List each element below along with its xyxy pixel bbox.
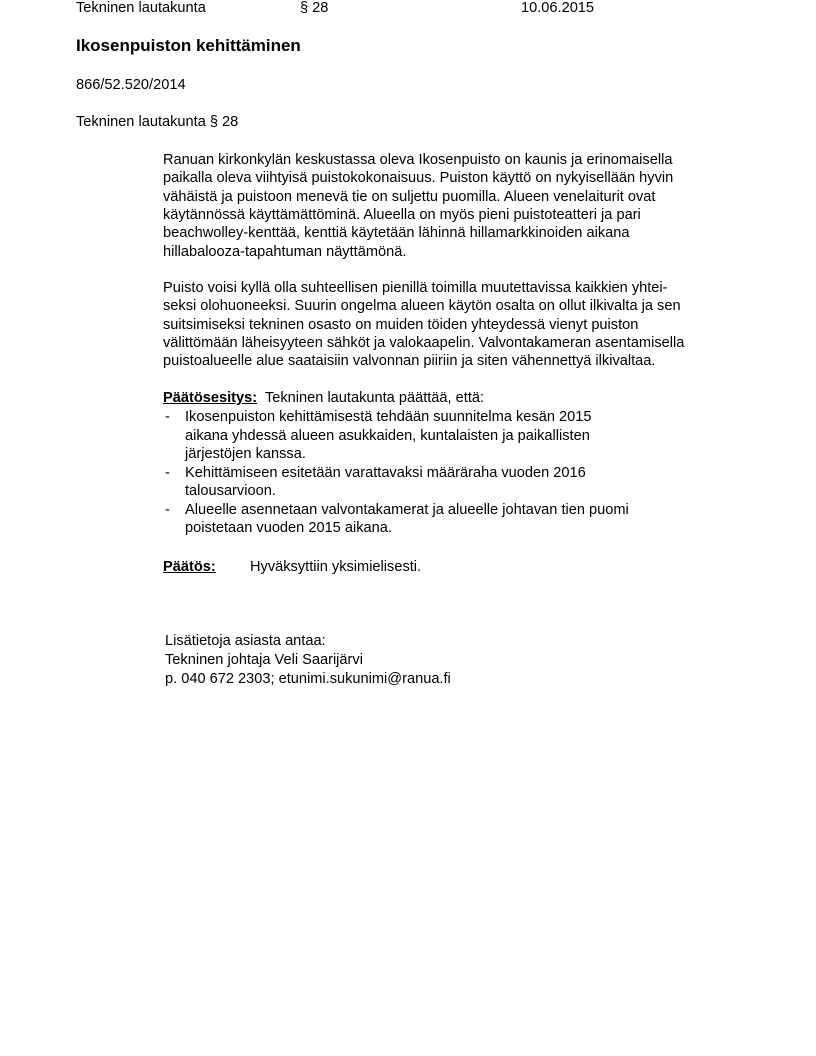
bullet-dash: -: [165, 409, 170, 425]
page-title: Ikosenpuiston kehittäminen: [76, 36, 301, 55]
proposal-item-line: Kehittämiseen esitetään varattavaksi määräraha vuoden 2016: [185, 464, 586, 481]
paragraph-line: välittömään läheisyyteen sähköt ja valokaapelin. Valvontakameran asentamisella: [163, 334, 685, 351]
contact-person: Tekninen johtaja Veli Saarijärvi: [165, 652, 363, 668]
header-committee: Tekninen lautakunta: [76, 0, 206, 16]
meeting-reference: Tekninen lautakunta § 28: [76, 114, 239, 130]
bullet-dash: -: [165, 464, 170, 481]
record-number: 866/52.520/2014: [76, 77, 186, 93]
contact-phone-email: p. 040 672 2303; etunimi.sukunimi@ranua.fi: [165, 671, 451, 687]
bullet-dash: -: [165, 501, 170, 518]
paragraph-line: Puisto voisi kyllä olla suhteellisen pienillä toimilla muutettavissa kaikkien yhtei-: [163, 280, 668, 296]
paragraph-line: vähäistä ja puistoon menevä tie on suljettu puomilla. Alueen venelaiturit ovat: [163, 188, 656, 205]
paragraph-line: puistoalueelle alue saataisiin valvonnan piiriin ja siten vähennettyä ilkivaltaa.: [163, 353, 656, 370]
proposal-item-line: järjestöjen kanssa.: [185, 446, 306, 462]
proposal-item-line: Alueelle asennetaan valvontakamerat ja alueelle johtavan tien puomi: [185, 501, 629, 518]
proposal-item-line: Ikosenpuiston kehittämisestä tehdään suunnitelma kesän 2015: [185, 409, 592, 425]
proposal-item-line: aikana yhdessä alueen asukkaiden, kuntalaisten ja paikallisten: [185, 427, 590, 444]
paragraph-line: Ranuan kirkonkylän keskustassa oleva Ikosenpuisto on kaunis ja erinomaisella: [163, 152, 673, 168]
decision-line: [163, 558, 422, 576]
paragraph-line: käytännössä käyttämättöminä. Alueella on myös pieni puistoteatteri ja pari: [163, 206, 641, 223]
proposal-intro: Tekninen lautakunta päättää, että:: [264, 390, 485, 406]
proposal-label: Päätösesitys:: [163, 390, 258, 406]
paragraph-line: hillabalooza-tapahtuman näyttämönä.: [163, 243, 407, 260]
proposal-item-line: poistetaan vuoden 2015 aikana.: [185, 520, 392, 536]
paragraph-line: paikalla oleva viihtyisä puistokokonaisuus. Puiston käyttö on nykyisellään hyvin: [163, 170, 674, 187]
proposal-line: [163, 389, 484, 407]
paragraph-line: seksi olohuoneeksi. Suurin ongelma alueen käytön osalta on ollut ilkivalta ja sen: [163, 298, 681, 315]
header-section: § 28: [300, 0, 329, 16]
decision-label: Päätös:: [163, 559, 216, 575]
proposal-item-line: talousarvioon.: [185, 483, 276, 499]
paragraph-line: beachwolley-kenttää, kenttiä käytetään lähinnä hillamarkkinoiden aikana: [163, 225, 630, 242]
decision-text: Hyväksyttiin yksimielisesti.: [250, 559, 422, 575]
contact-intro: Lisätietoja asiasta antaa:: [165, 633, 326, 649]
paragraph-line: suitsimiseksi tekninen osasto on muiden töiden yhteydessä vienyt puiston: [163, 316, 639, 333]
header-date: 10.06.2015: [521, 0, 595, 16]
